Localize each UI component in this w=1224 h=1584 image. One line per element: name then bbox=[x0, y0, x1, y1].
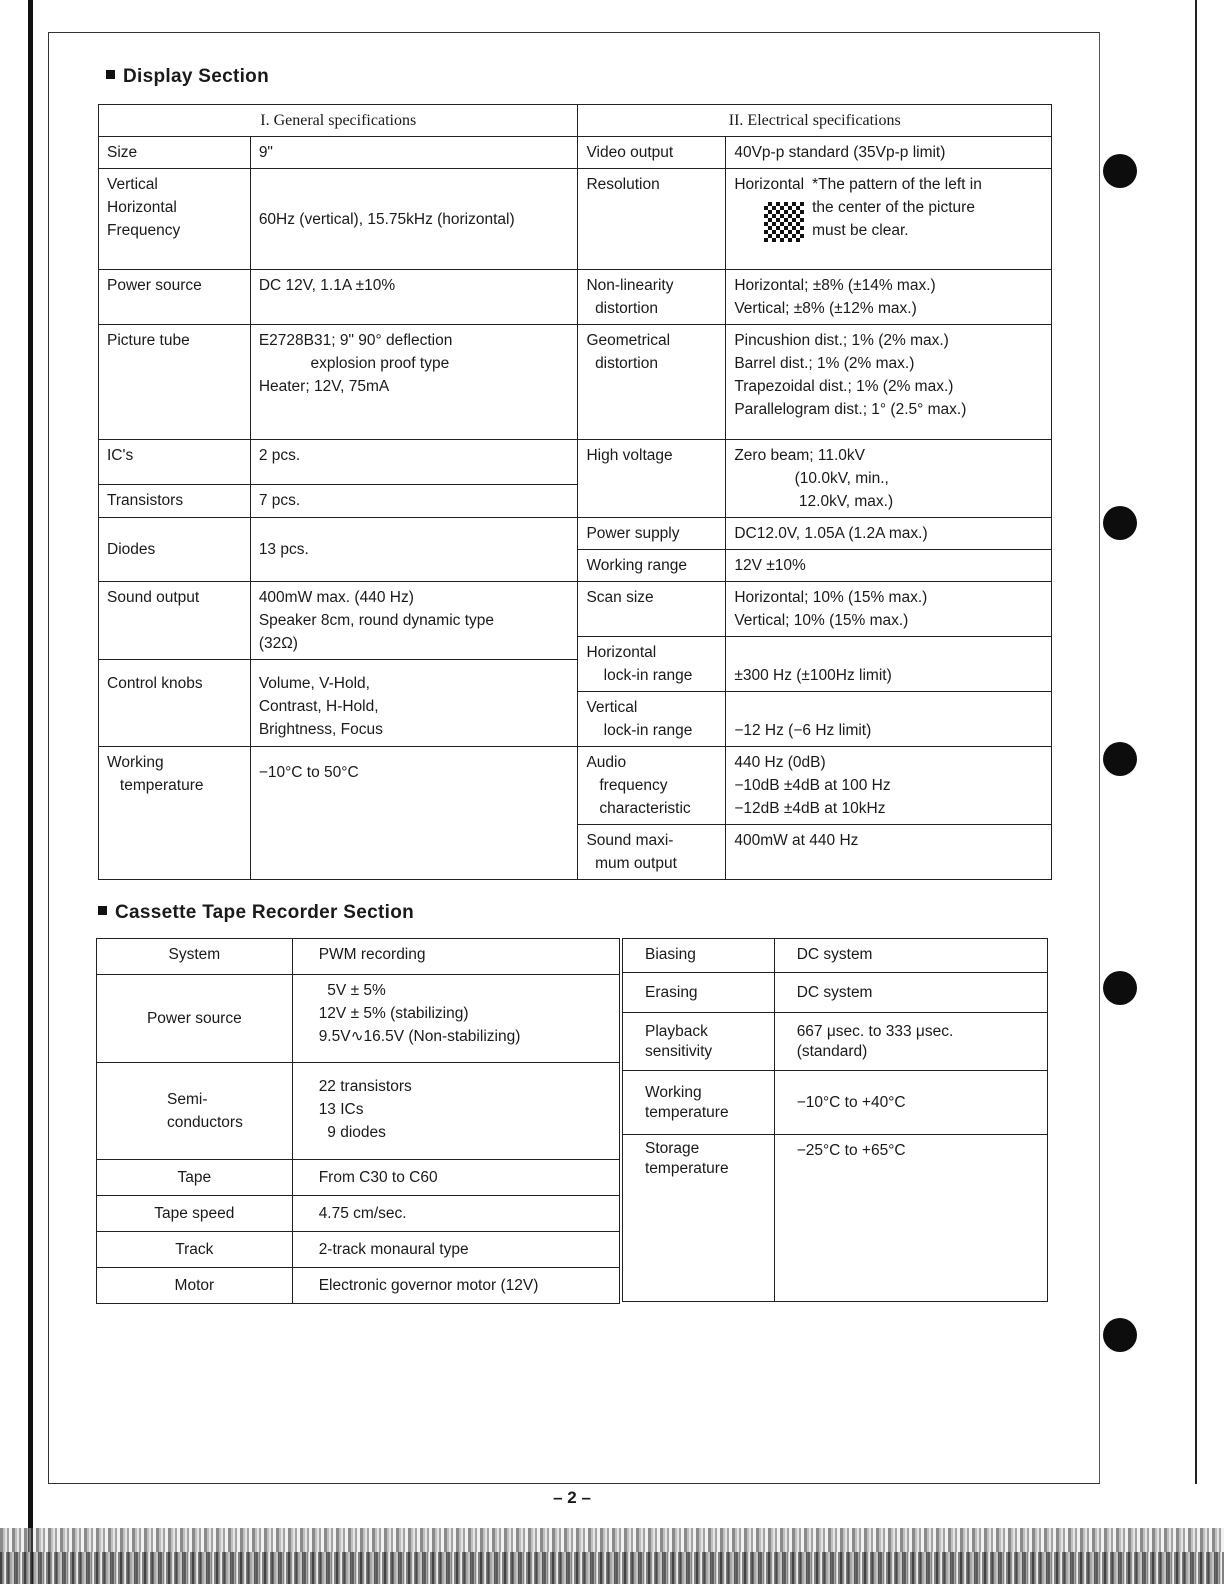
table-row bbox=[99, 518, 1052, 550]
general-spec-title: I. General specifications bbox=[99, 105, 578, 137]
spec-value: 440 Hz (0dB) −10dB ±4dB at 100 Hz −12dB ±4dB at 10kHz bbox=[726, 747, 1052, 825]
spec-value: 5V ± 5% 12V ± 5% (stabilizing) 9.5V∿16.5V (Non-stabilizing) bbox=[292, 975, 619, 1063]
spec-label: Control knobs bbox=[99, 660, 251, 747]
table-row bbox=[623, 973, 1048, 1013]
checker-pattern-icon bbox=[764, 202, 804, 242]
spec-label: Playback sensitivity bbox=[623, 1013, 775, 1071]
table-row bbox=[97, 1267, 620, 1303]
spec-value: Zero beam; 11.0kV (10.0kV, min., 12.0kV, max.) bbox=[726, 440, 1052, 518]
table-row bbox=[99, 270, 1052, 325]
spec-label: High voltage bbox=[578, 440, 726, 518]
spec-value: 400mW at 440 Hz bbox=[726, 825, 1052, 880]
table-row bbox=[623, 939, 1048, 973]
spec-value: −10°C to +40°C bbox=[774, 1071, 1047, 1135]
spec-label: Power supply bbox=[578, 518, 726, 550]
spec-value: DC system bbox=[774, 973, 1047, 1013]
cassette-spec-table-left bbox=[96, 938, 620, 1304]
spec-value: 2 pcs. bbox=[250, 440, 578, 485]
spec-label: Vertical lock-in range bbox=[578, 692, 726, 747]
cassette-section-heading: Cassette Tape Recorder Section bbox=[98, 902, 414, 924]
table-row bbox=[623, 1013, 1048, 1071]
spec-value: PWM recording bbox=[292, 939, 619, 975]
table-row bbox=[623, 1135, 1048, 1302]
scan-noise-strip bbox=[0, 1552, 1224, 1584]
resolution-note: *The pattern of the left in the center of the picture must be clear. bbox=[812, 176, 982, 239]
spec-label: Size bbox=[99, 137, 251, 169]
spec-value: 667 μsec. to 333 μsec. (standard) bbox=[774, 1013, 1047, 1071]
spec-value: Electronic governor motor (12V) bbox=[292, 1267, 619, 1303]
scan-edge-right bbox=[1195, 0, 1197, 1484]
spec-label: Tape bbox=[97, 1159, 293, 1195]
spec-value: DC 12V, 1.1A ±10% bbox=[250, 270, 578, 325]
display-spec-table bbox=[98, 104, 1052, 880]
spec-label: Sound output bbox=[99, 582, 251, 660]
spec-value: 2-track monaural type bbox=[292, 1231, 619, 1267]
binder-hole-icon bbox=[1103, 1318, 1137, 1352]
binder-hole-icon bbox=[1103, 154, 1137, 188]
spec-label: Tape speed bbox=[97, 1195, 293, 1231]
binder-hole-icon bbox=[1103, 742, 1137, 776]
table-row bbox=[97, 975, 620, 1063]
spec-value: ±300 Hz (±100Hz limit) bbox=[726, 637, 1052, 692]
spec-label: Power source bbox=[99, 270, 251, 325]
table-header-row bbox=[99, 105, 1052, 137]
bullet-icon bbox=[106, 70, 115, 79]
spec-value: Horizontal; 10% (15% max.) Vertical; 10% (15% max.) bbox=[726, 582, 1052, 637]
spec-label: Track bbox=[97, 1231, 293, 1267]
spec-value: DC12.0V, 1.05A (1.2A max.) bbox=[726, 518, 1052, 550]
spec-label: Motor bbox=[97, 1267, 293, 1303]
spec-label: System bbox=[97, 939, 293, 975]
table-row bbox=[99, 582, 1052, 637]
spec-label: Storage temperature bbox=[623, 1135, 775, 1302]
spec-value: Pincushion dist.; 1% (2% max.) Barrel dist.; 1% (2% max.) Trapezoidal dist.; 1% (2% max.) Parallelogram dist.; 1° (2.5° max.) bbox=[726, 325, 1052, 440]
spec-label: Geometrical distortion bbox=[578, 325, 726, 440]
spec-value: 12V ±10% bbox=[726, 550, 1052, 582]
spec-value: 22 transistors 13 ICs 9 diodes bbox=[292, 1062, 619, 1159]
table-row bbox=[623, 1071, 1048, 1135]
spec-value: Volume, V-Hold, Contrast, H-Hold, Brightness, Focus bbox=[250, 660, 578, 747]
spec-value: E2728B31; 9" 90° deflection explosion proof type Heater; 12V, 75mA bbox=[250, 325, 578, 440]
spec-label: Vertical Horizontal Frequency bbox=[99, 169, 251, 270]
table-row bbox=[97, 939, 620, 975]
bullet-icon bbox=[98, 906, 107, 915]
spec-label: Scan size bbox=[578, 582, 726, 637]
spec-value: 400mW max. (440 Hz) Speaker 8cm, round dynamic type (32Ω) bbox=[250, 582, 578, 660]
table-row bbox=[99, 440, 1052, 485]
table-row bbox=[99, 137, 1052, 169]
spec-label: Transistors bbox=[99, 485, 251, 518]
spec-label: Non-linearity distortion bbox=[578, 270, 726, 325]
spec-value: −10°C to 50°C bbox=[250, 747, 578, 880]
spec-label: Horizontal lock-in range bbox=[578, 637, 726, 692]
spec-value: 4.75 cm/sec. bbox=[292, 1195, 619, 1231]
spec-label: Working temperature bbox=[623, 1071, 775, 1135]
spec-label: Sound maxi- mum output bbox=[578, 825, 726, 880]
binder-hole-icon bbox=[1103, 506, 1137, 540]
spec-label: Video output bbox=[578, 137, 726, 169]
scan-edge-left bbox=[28, 0, 33, 1584]
cassette-spec-table-right bbox=[622, 938, 1048, 1302]
spec-value: −25°C to +65°C bbox=[774, 1135, 1047, 1302]
table-row bbox=[97, 1231, 620, 1267]
spec-label: Erasing bbox=[623, 973, 775, 1013]
resolution-prefix: Horizontal bbox=[734, 176, 805, 193]
spec-label: Picture tube bbox=[99, 325, 251, 440]
spec-label: Semi- conductors bbox=[97, 1062, 293, 1159]
spec-label: Biasing bbox=[623, 939, 775, 973]
spec-label: Power source bbox=[97, 975, 293, 1063]
spec-value: 7 pcs. bbox=[250, 485, 578, 518]
spec-label: Resolution bbox=[578, 169, 726, 270]
spec-label: Diodes bbox=[99, 518, 251, 582]
display-section-heading: Display Section bbox=[106, 66, 269, 88]
spec-label: IC's bbox=[99, 440, 251, 485]
spec-value: Horizontal; ±8% (±14% max.) Vertical; ±8% (±12% max.) bbox=[726, 270, 1052, 325]
spec-label: Working range bbox=[578, 550, 726, 582]
spec-value: −12 Hz (−6 Hz limit) bbox=[726, 692, 1052, 747]
spec-value: DC system bbox=[774, 939, 1047, 973]
page-number: – 2 – bbox=[553, 1488, 591, 1507]
table-row bbox=[97, 1195, 620, 1231]
spec-value: 40Vp-p standard (35Vp-p limit) bbox=[726, 137, 1052, 169]
resolution-cell bbox=[726, 169, 1052, 270]
binder-hole-icon bbox=[1103, 971, 1137, 1005]
spec-value: From C30 to C60 bbox=[292, 1159, 619, 1195]
table-row bbox=[97, 1159, 620, 1195]
table-row bbox=[99, 325, 1052, 440]
spec-label: Audio frequency characteristic bbox=[578, 747, 726, 825]
spec-value: 9" bbox=[250, 137, 578, 169]
table-row bbox=[97, 1062, 620, 1159]
spec-value: 60Hz (vertical), 15.75kHz (horizontal) bbox=[250, 169, 578, 270]
spec-value: 13 pcs. bbox=[250, 518, 578, 582]
table-row bbox=[99, 169, 1052, 270]
electrical-spec-title: II. Electrical specifications bbox=[578, 105, 1052, 137]
table-row bbox=[99, 747, 1052, 825]
spec-label: Working temperature bbox=[99, 747, 251, 880]
